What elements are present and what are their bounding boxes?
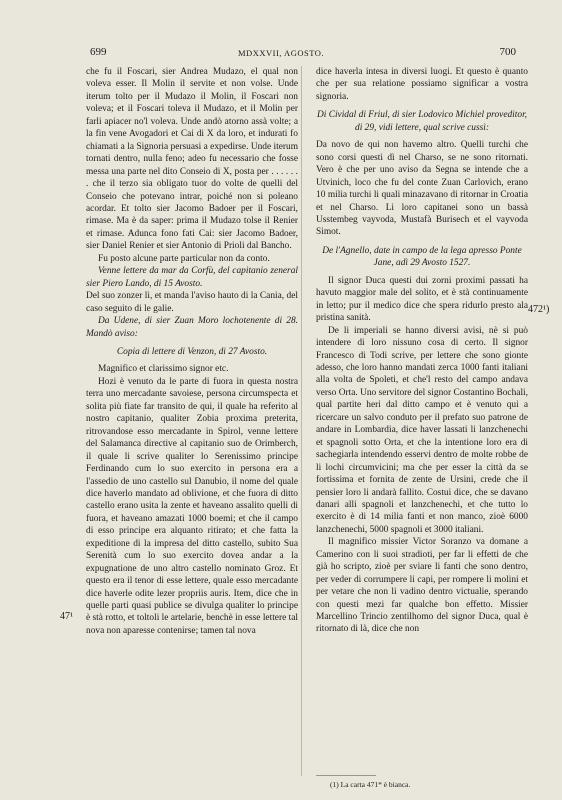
footnote-rule <box>316 775 376 776</box>
section-heading: De l'Agnello, date in campo de la lega apresso Ponte Jane, adì 29 Avosto 1527. <box>322 245 522 269</box>
section-heading: Venne lettere da mar da Corfù, del capitanio zeneral sier Piero Lando, di 15 Avosto. <box>86 266 298 289</box>
left-page-number: 699 <box>90 46 107 58</box>
left-column <box>86 66 298 637</box>
paragraph: Il signor Duca questi dui zorni proximi passati ha havuto maggior male del solito, et è stà continuamente in letto; pur il medico dice che spera ridurlo presto ala pristina sanità. <box>316 275 528 324</box>
margin-folio-note: 47¹ <box>60 611 73 622</box>
right-column <box>316 66 528 636</box>
paragraph: Magnifico et clarissimo signor etc. <box>98 364 229 375</box>
paragraph: Hozi è venuto da le parte di fuora in questa nostra terra uno mercadante savoiese, persona circumspecta et solita più fiate far transito de qui, il quale ha referito al nostro capitanio, qualiter Zobia proxima preterita, ritrovandose esso mercadante in Spirol, venne lettere del Salamanca directive al capitanio suo de Orimberch, il quale li scrive qualiter lo Serenissimo principe Ferdinando cum lo suo exercito in persona era a l'assedio de uno castello sul Danubio, il nome del quale dice haverlo mandato ad oblivione, et che fuora di ditto castello erano usita la zente et haveano assalito quelli di fuora, et haveano amazati 1000 boemi; et che il campo di esso principe era alquanto ritirato; et che fatta la expeditione di la impresa del ditto castello, subito Sua Serenità cum lo suo exercito dovea andar a la expugnatione de uno altro castello nominato Groz. Et questo era il tenor di esse lettere, quale esso mercadante dice haverle odite lezer propriis auris. Item, dice che in quelle parti quasi publice se divulga qualiter lo principe è stà rotto, et toltoli le artelarie, benchè in esse lettere tal nova non aparesse contenirse; tamen tal nova <box>86 376 298 636</box>
paragraph: Da novo de qui non havemo altro. Quelli turchi che sono corsi questi dì nel Charso, se ne sono ritornati. Vero è che per uno aviso da Segna se intende che a Utvinich, loco che fu del conte Zuan Carlovich, erano 10 milia turchi li quali minazavano di ritornar in Croatia et nel Charso. Li loro capitanei sono un bassà Usstembeg vayvoda, Mustafà Burisech et el vayvoda Simot. <box>316 140 528 238</box>
paragraph: Fu posto alcune parte particular non da conto. <box>98 253 270 264</box>
section-heading: Da Udene, di sier Zuan Moro lochotenente di 28. Mandò aviso: <box>86 316 298 339</box>
right-page-number: 700 <box>499 46 516 58</box>
paragraph: Del suo zonzer lì, et manda l'aviso hauto di la Cania, del caso seguito di le galie. <box>86 291 298 314</box>
paragraph: De li imperiali se hanno diversi avisi, nè si può intendere di loro nissuno cosa di certo. Il signor Francesco di Todi scrive, per lettere che sono gionte adesso, che loro hanno mandati zerca 1000 fanti italiani alla volta de Spoleti, et che'l resto del campo andava verso Orta. Uno servitore del signor Costantino Bochali, qual partite heri dal ditto campo et è venuto qui a ricercare un salvo conduto per il prefato suo patrone de andare in Lombardia, dice haver lassati li lanzchenechi et spagnoli sotto Orta, et che la intentione loro era di sachegiarla intendendo esservi dentro de molte robbe de li lochi circumvicini; ma che per esser la città da se fortissima et fornita de zente de Ursini, crede che il pensier loro li andarà fallito. Costui dice, che se davano danari alli spagnoli et lanzchenechi, et che tutto lo exercito è di 14 milia fanti et non manco, zioè 6000 lanzchenechi, 5000 spagnoli et 3000 italiani. <box>316 325 528 535</box>
section-heading: Di Cividal di Friul, di sier Lodovico Michiel proveditor, di 29, vidi lettere, qual scrive cussì: <box>316 110 528 133</box>
paragraph: Il magnifico missier Victor Soranzo va domane a Camerino con li suoi stradioti, per far li effetti de che già ho scripto, zioè per sviare li fanti che sono dentro, per veder di corrumpere li capi, per rompere li molini et per vetare che non li vadino dentro victualie, sperando con questi mezi far qualche bon effetto. Missier Marcellino Trincio zentilhomo del signor Duca, qual è ritornato di là, dice che non <box>316 537 528 635</box>
column-divider <box>301 66 302 776</box>
running-title: MDXXVII, AGOSTO. <box>238 48 324 58</box>
paragraph: che fu il Foscari, sier Andrea Mudazo, el qual non voleva esser. Il Molin il servite et non volse. Unde iterum tolto per il Mudazo il Molin, il Foscari non voleva; et il Foscari toleva il Mudazo, et il Molin per farli apiacer no'l voleva. Unde andò atorno assà volte; a la fin vene Avogadori et Cai di X da loro, et indurati fo chiamati a la Signoria persuasi a expedirse. Unde iterum tornati dentro, nulla feno; adeo fu necessario che fosse messa una parte nel dito Conseio di X, posta per . . . . . . . che il terzo sia obligato tuor do volte de quelli del Conseio che potevano intrar, poiché non si poleano acordar. Et tolto sier Jacomo Badoer per il Foscari, rimase. Ma è da saper: prima il Mudazo tolse il Renier et rimase. Adunca fono fati Cai: sier Jacomo Badoer, sier Daniel Renier et sier Antonio di Prioli dal Bancho. <box>86 67 298 252</box>
margin-folio-note: 472¹) <box>528 304 550 315</box>
footnote: (1) La carta 471* è bianca. <box>330 780 411 789</box>
section-heading: Copia di lettere di Venzon, di 27 Avosto. <box>116 346 268 357</box>
paragraph: dice haverla intesa in diversi luogi. Et questo è quanto che per sua relatione possiamo significar a vostra signoria. <box>316 67 528 102</box>
